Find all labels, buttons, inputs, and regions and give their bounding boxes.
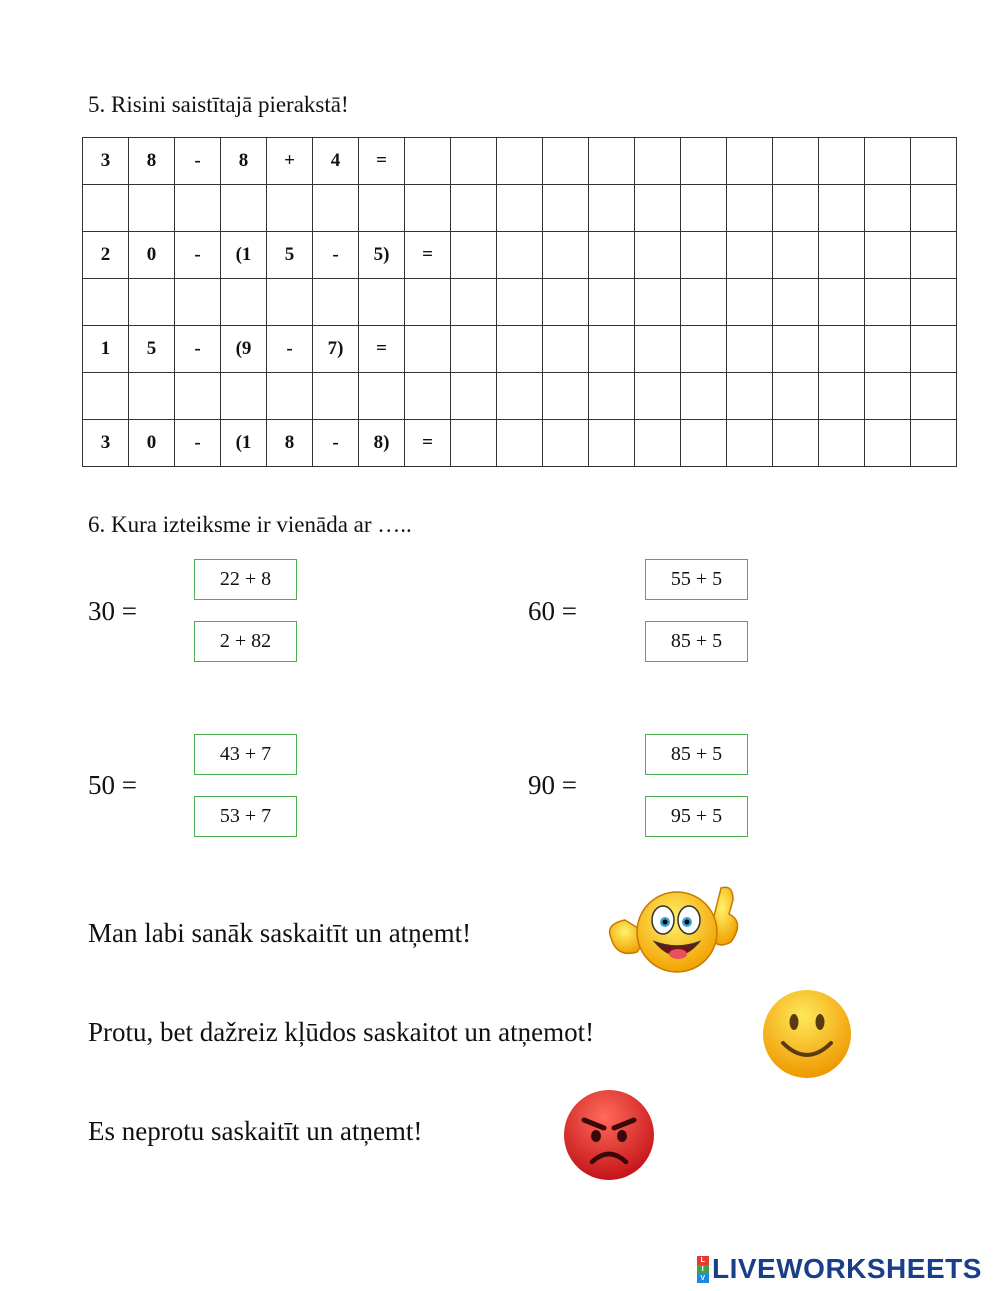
grid-cell[interactable] — [589, 185, 635, 232]
grid-cell[interactable] — [865, 185, 911, 232]
problem-label: 50 = — [88, 770, 137, 800]
grid-cell[interactable] — [405, 185, 451, 232]
grid-cell: 0 — [129, 232, 175, 279]
grid-cell[interactable] — [911, 326, 957, 373]
grid-cell[interactable] — [589, 326, 635, 373]
grid-cell[interactable] — [267, 373, 313, 420]
grid-cell: + — [267, 138, 313, 185]
grid-cell: 8 — [267, 420, 313, 467]
liveworksheets-logo — [697, 1253, 982, 1285]
grid-cell[interactable] — [405, 326, 451, 373]
angry-emoji-icon[interactable] — [560, 1086, 658, 1189]
grid-cell[interactable] — [313, 373, 359, 420]
grid-cell[interactable] — [819, 279, 865, 326]
grid-cell[interactable] — [635, 185, 681, 232]
grid-cell[interactable] — [911, 420, 957, 467]
grid-cell[interactable] — [543, 138, 589, 185]
grid-cell[interactable] — [497, 185, 543, 232]
grid-cell[interactable] — [819, 326, 865, 373]
grid-cell[interactable] — [727, 326, 773, 373]
grid-cell[interactable] — [221, 373, 267, 420]
grid-cell[interactable] — [635, 138, 681, 185]
grid-cell[interactable] — [635, 232, 681, 279]
grid-cell[interactable] — [129, 185, 175, 232]
grid-cell[interactable] — [543, 420, 589, 467]
grid-cell[interactable] — [681, 373, 727, 420]
grid-cell: 8 — [221, 138, 267, 185]
grid-cell[interactable] — [589, 279, 635, 326]
grid-cell: 5 — [267, 232, 313, 279]
thumbs-up-emoji-icon[interactable] — [603, 880, 753, 985]
grid-cell[interactable] — [635, 373, 681, 420]
grid-cell: 8) — [359, 420, 405, 467]
grid-cell[interactable] — [635, 420, 681, 467]
grid-cell: - — [175, 138, 221, 185]
calculation-grid — [82, 137, 957, 467]
grid-cell[interactable] — [451, 326, 497, 373]
brand-logo-icon: L I V — [697, 1256, 709, 1283]
grid-cell[interactable] — [451, 279, 497, 326]
grid-cell[interactable] — [865, 138, 911, 185]
grid-cell[interactable] — [635, 279, 681, 326]
grid-cell[interactable] — [221, 185, 267, 232]
grid-cell: 0 — [129, 420, 175, 467]
grid-cell[interactable] — [543, 185, 589, 232]
option-button[interactable]: 43 + 7 — [194, 734, 297, 775]
grid-cell[interactable] — [497, 232, 543, 279]
grid-cell[interactable] — [497, 373, 543, 420]
grid-cell: - — [175, 326, 221, 373]
grid-cell[interactable] — [819, 373, 865, 420]
grid-cell: - — [267, 326, 313, 373]
grid-cell: 5) — [359, 232, 405, 279]
grid-row — [83, 420, 957, 467]
grid-cell[interactable] — [405, 373, 451, 420]
grid-cell[interactable] — [451, 138, 497, 185]
grid-cell[interactable] — [819, 420, 865, 467]
grid-cell[interactable] — [129, 279, 175, 326]
grid-cell[interactable] — [727, 185, 773, 232]
grid-cell: = — [359, 326, 405, 373]
grid-row — [83, 138, 957, 185]
grid-cell: 3 — [83, 420, 129, 467]
grid-cell: - — [313, 420, 359, 467]
self-assessment-text: Protu, bet dažreiz kļūdos saskaitot un atņemot! — [88, 1017, 595, 1047]
grid-cell[interactable] — [175, 185, 221, 232]
section-5-title: 5. Risini saistītajā pierakstā! — [88, 92, 349, 117]
grid-cell: (1 — [221, 232, 267, 279]
grid-cell: 2 — [83, 232, 129, 279]
grid-cell: - — [313, 232, 359, 279]
option-button[interactable]: 85 + 5 — [645, 734, 748, 775]
grid-cell[interactable] — [543, 326, 589, 373]
option-button[interactable]: 95 + 5 — [645, 796, 748, 837]
grid-cell[interactable] — [681, 185, 727, 232]
grid-cell[interactable] — [405, 138, 451, 185]
grid-cell[interactable] — [727, 373, 773, 420]
grid-cell[interactable] — [267, 185, 313, 232]
self-assessment-text: Man labi sanāk saskaitīt un atņemt! — [88, 918, 472, 948]
grid-cell[interactable] — [773, 420, 819, 467]
grid-cell[interactable] — [589, 138, 635, 185]
grid-cell[interactable] — [773, 279, 819, 326]
grid-cell: (1 — [221, 420, 267, 467]
grid-cell[interactable] — [451, 420, 497, 467]
brand-name: LIVEWORKSHEETS — [712, 1253, 982, 1284]
grid-cell[interactable] — [819, 232, 865, 279]
grid-row — [83, 279, 957, 326]
grid-cell[interactable] — [129, 373, 175, 420]
grid-cell[interactable] — [681, 326, 727, 373]
grid-cell[interactable] — [497, 326, 543, 373]
grid-cell: 3 — [83, 138, 129, 185]
grid-cell[interactable] — [83, 373, 129, 420]
problem-label: 30 = — [88, 596, 137, 626]
grid-cell[interactable] — [589, 373, 635, 420]
grid-cell[interactable] — [405, 279, 451, 326]
grid-cell[interactable] — [911, 185, 957, 232]
grid-cell[interactable] — [773, 373, 819, 420]
option-button[interactable]: 55 + 5 — [645, 559, 748, 600]
grid-cell[interactable] — [727, 279, 773, 326]
problem-label: 60 = — [528, 596, 577, 626]
grid-cell[interactable] — [819, 138, 865, 185]
grid-cell[interactable] — [313, 185, 359, 232]
grid-cell[interactable] — [911, 138, 957, 185]
grid-row — [83, 373, 957, 420]
grid-cell[interactable] — [865, 326, 911, 373]
grid-cell[interactable] — [773, 185, 819, 232]
grid-cell[interactable] — [175, 279, 221, 326]
grid-cell[interactable] — [497, 138, 543, 185]
grid-cell[interactable] — [359, 373, 405, 420]
grid-cell: 5 — [129, 326, 175, 373]
grid-cell[interactable] — [865, 279, 911, 326]
grid-cell[interactable] — [911, 373, 957, 420]
grid-cell[interactable] — [681, 232, 727, 279]
grid-cell[interactable] — [543, 232, 589, 279]
grid-cell: 8 — [129, 138, 175, 185]
grid-cell: - — [175, 232, 221, 279]
grid-cell[interactable] — [773, 326, 819, 373]
grid-cell[interactable] — [175, 373, 221, 420]
grid-cell[interactable] — [359, 185, 405, 232]
grid-cell[interactable] — [543, 279, 589, 326]
grid-cell[interactable] — [267, 279, 313, 326]
grid-cell[interactable] — [497, 279, 543, 326]
grid-cell[interactable] — [865, 232, 911, 279]
grid-row — [83, 326, 957, 373]
grid-cell[interactable] — [451, 185, 497, 232]
grid-row — [83, 232, 957, 279]
grid-cell[interactable] — [865, 373, 911, 420]
grid-cell[interactable] — [727, 420, 773, 467]
grid-cell: 4 — [313, 138, 359, 185]
grid-cell[interactable] — [681, 138, 727, 185]
grid-cell[interactable] — [359, 279, 405, 326]
grid-cell[interactable] — [819, 185, 865, 232]
grid-cell[interactable] — [221, 279, 267, 326]
smile-emoji-icon[interactable] — [759, 987, 855, 1086]
grid-row — [83, 185, 957, 232]
grid-cell[interactable] — [681, 279, 727, 326]
grid-cell[interactable] — [911, 279, 957, 326]
grid-cell[interactable] — [313, 279, 359, 326]
grid-cell[interactable] — [83, 279, 129, 326]
grid-cell[interactable] — [589, 232, 635, 279]
grid-cell[interactable] — [727, 232, 773, 279]
grid-cell: 1 — [83, 326, 129, 373]
grid-cell[interactable] — [727, 138, 773, 185]
grid-cell: (9 — [221, 326, 267, 373]
option-button[interactable]: 85 + 5 — [645, 621, 748, 662]
grid-cell[interactable] — [911, 232, 957, 279]
grid-cell: 7) — [313, 326, 359, 373]
grid-cell[interactable] — [451, 232, 497, 279]
grid-cell[interactable] — [543, 373, 589, 420]
grid-cell[interactable] — [451, 373, 497, 420]
option-button[interactable]: 22 + 8 — [194, 559, 297, 600]
option-button[interactable]: 53 + 7 — [194, 796, 297, 837]
grid-cell[interactable] — [773, 138, 819, 185]
grid-cell[interactable] — [681, 420, 727, 467]
grid-cell[interactable] — [497, 420, 543, 467]
problem-label: 90 = — [528, 770, 577, 800]
grid-cell: - — [175, 420, 221, 467]
grid-cell: = — [359, 138, 405, 185]
self-assessment-text: Es neprotu saskaitīt un atņemt! — [88, 1116, 423, 1146]
grid-cell: = — [405, 420, 451, 467]
grid-cell[interactable] — [865, 420, 911, 467]
grid-cell[interactable] — [635, 326, 681, 373]
grid-cell[interactable] — [773, 232, 819, 279]
grid-cell[interactable] — [83, 185, 129, 232]
section-6-title: 6. Kura izteiksme ir vienāda ar ….. — [88, 512, 412, 537]
grid-cell: = — [405, 232, 451, 279]
grid-cell[interactable] — [589, 420, 635, 467]
option-button[interactable]: 2 + 82 — [194, 621, 297, 662]
